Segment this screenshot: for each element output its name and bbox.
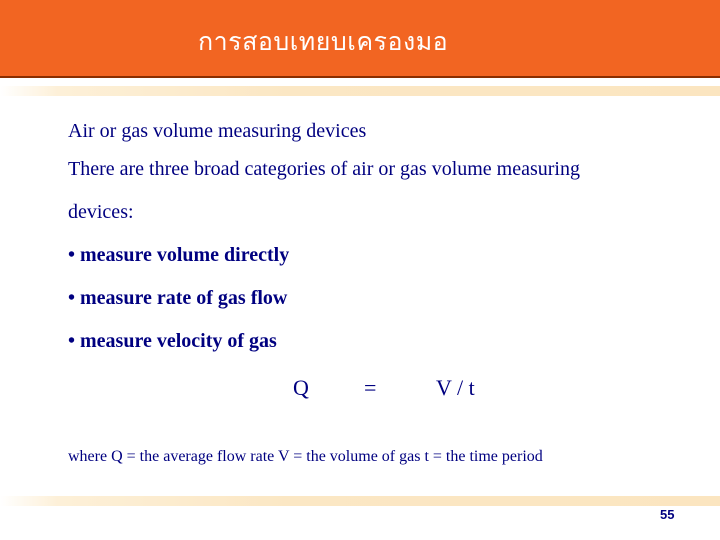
bullet-item: • measure velocity of gas	[68, 330, 277, 352]
decorative-band-top	[0, 86, 720, 96]
bullet-item: • measure rate of gas flow	[68, 287, 288, 309]
slide-title: การสอบเทยบเครองมอ	[198, 27, 449, 56]
title-bar	[0, 0, 720, 78]
formula-lhs: Q	[293, 375, 309, 400]
intro-paragraph: There are three broad categories of air or gas volume measuring devices:	[68, 158, 580, 223]
bullet-list	[68, 234, 688, 363]
slide-heading: Air or gas volume measuring devices	[68, 120, 367, 142]
decorative-band-bottom	[0, 496, 720, 506]
formula-equals: =	[364, 375, 377, 400]
formula-footnote: where Q = the average flow rate V = the volume of gas t = the time period	[68, 448, 543, 465]
bullet-item: • measure volume directly	[68, 244, 290, 266]
page-number: 55	[660, 507, 675, 522]
formula-rhs: V / t	[436, 375, 475, 400]
slide-content	[68, 117, 688, 363]
